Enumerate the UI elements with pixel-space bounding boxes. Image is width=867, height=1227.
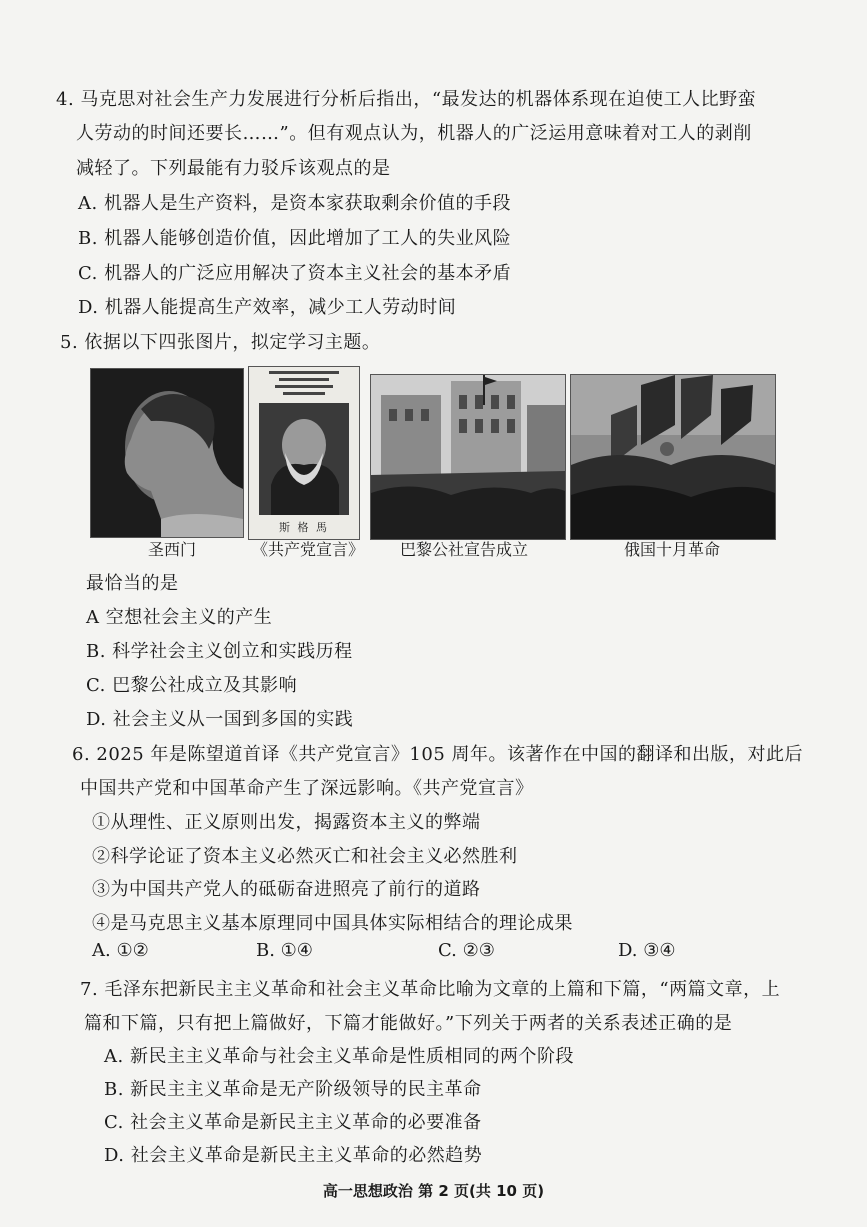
caption-paris-commune: 巴黎公社宣告成立 <box>400 540 529 559</box>
q4-option-a: A. 机器人是生产资料，是资本家获取剩余价值的手段 <box>78 193 511 214</box>
q6-choice-a: A. ①② <box>92 940 149 961</box>
q6-statement-2: ②科学论证了资本主义必然灭亡和社会主义必然胜利 <box>92 846 518 867</box>
q6-stem-line2: 中国共产党和中国革命产生了深远影响。《共产党宣言》 <box>80 778 534 799</box>
q6-choice-c: C. ②③ <box>438 940 495 961</box>
saint-simon-portrait <box>90 368 244 538</box>
q6-choices <box>92 940 732 964</box>
q6-choice-b: B. ①④ <box>256 940 313 961</box>
q5-option-c: C. 巴黎公社成立及其影响 <box>86 675 298 696</box>
q6-stem-line1: 6. 2025 年是陈望道首译《共产党宣言》105 周年。该著作在中国的翻译和出版，对此后 <box>72 744 804 765</box>
q7-stem-line1: 7. 毛泽东把新民主主义革命和社会主义革命比喻为文章的上篇和下篇，“两篇文章，上 <box>80 979 781 1000</box>
q6-choice-d: D. ③④ <box>618 940 676 961</box>
q4-stem-line1: 4. 马克思对社会生产力发展进行分析后指出，“最发达的机器体系现在迫使工人比野蛮 <box>56 89 757 110</box>
q4-stem-line3: 减轻了。下列最能有力驳斥该观点的是 <box>76 158 391 179</box>
paris-commune-image <box>370 374 566 540</box>
q6-statement-3: ③为中国共产党人的砥砺奋进照亮了前行的道路 <box>92 879 481 900</box>
q6-statement-4: ④是马克思主义基本原理同中国具体实际相结合的理论成果 <box>92 913 573 934</box>
q4-stem-line2: 人劳动的时间还要长……”。但有观点认为，机器人的广泛运用意味着对工人的剥削 <box>76 123 752 144</box>
q7-stem-line2: 篇和下篇，只有把上篇做好，下篇才能做好。”下列关于两者的关系表述正确的是 <box>84 1013 733 1034</box>
q5-option-d: D. 社会主义从一国到多国的实践 <box>86 709 354 730</box>
book-label: 斯 格 馬 <box>279 521 329 534</box>
q5-option-b: B. 科学社会主义创立和实践历程 <box>86 641 353 662</box>
page-footer: 高一思想政治 第 2 页(共 10 页) <box>322 1182 545 1200</box>
q6-statement-1: ①从理性、正义原则出发，揭露资本主义的弊端 <box>92 812 481 833</box>
q7-option-c: C. 社会主义革命是新民主主义革命的必要准备 <box>104 1112 482 1133</box>
q4-option-b: B. 机器人能够创造价值，因此增加了工人的失业风险 <box>78 228 512 249</box>
october-revolution-image <box>570 374 776 540</box>
caption-manifesto: 《共产党宣言》 <box>252 540 365 559</box>
q4-option-c: C. 机器人的广泛应用解决了资本主义社会的基本矛盾 <box>78 263 512 284</box>
q5-option-a: A 空想社会主义的产生 <box>86 607 273 628</box>
caption-october-revolution: 俄国十月革命 <box>624 540 721 559</box>
caption-saint-simon: 圣西门 <box>148 540 197 559</box>
q7-option-d: D. 社会主义革命是新民主主义革命的必然趋势 <box>104 1145 483 1166</box>
q7-option-a: A. 新民主主义革命与社会主义革命是性质相同的两个阶段 <box>104 1046 574 1067</box>
q5-prompt: 最恰当的是 <box>86 573 179 594</box>
q7-option-b: B. 新民主主义革命是无产阶级领导的民主革命 <box>104 1079 482 1100</box>
q4-option-d: D. 机器人能提高生产效率，减少工人劳动时间 <box>78 297 457 318</box>
communist-manifesto-cover <box>248 366 360 540</box>
q5-stem: 5. 依据以下四张图片，拟定学习主题。 <box>60 332 381 353</box>
